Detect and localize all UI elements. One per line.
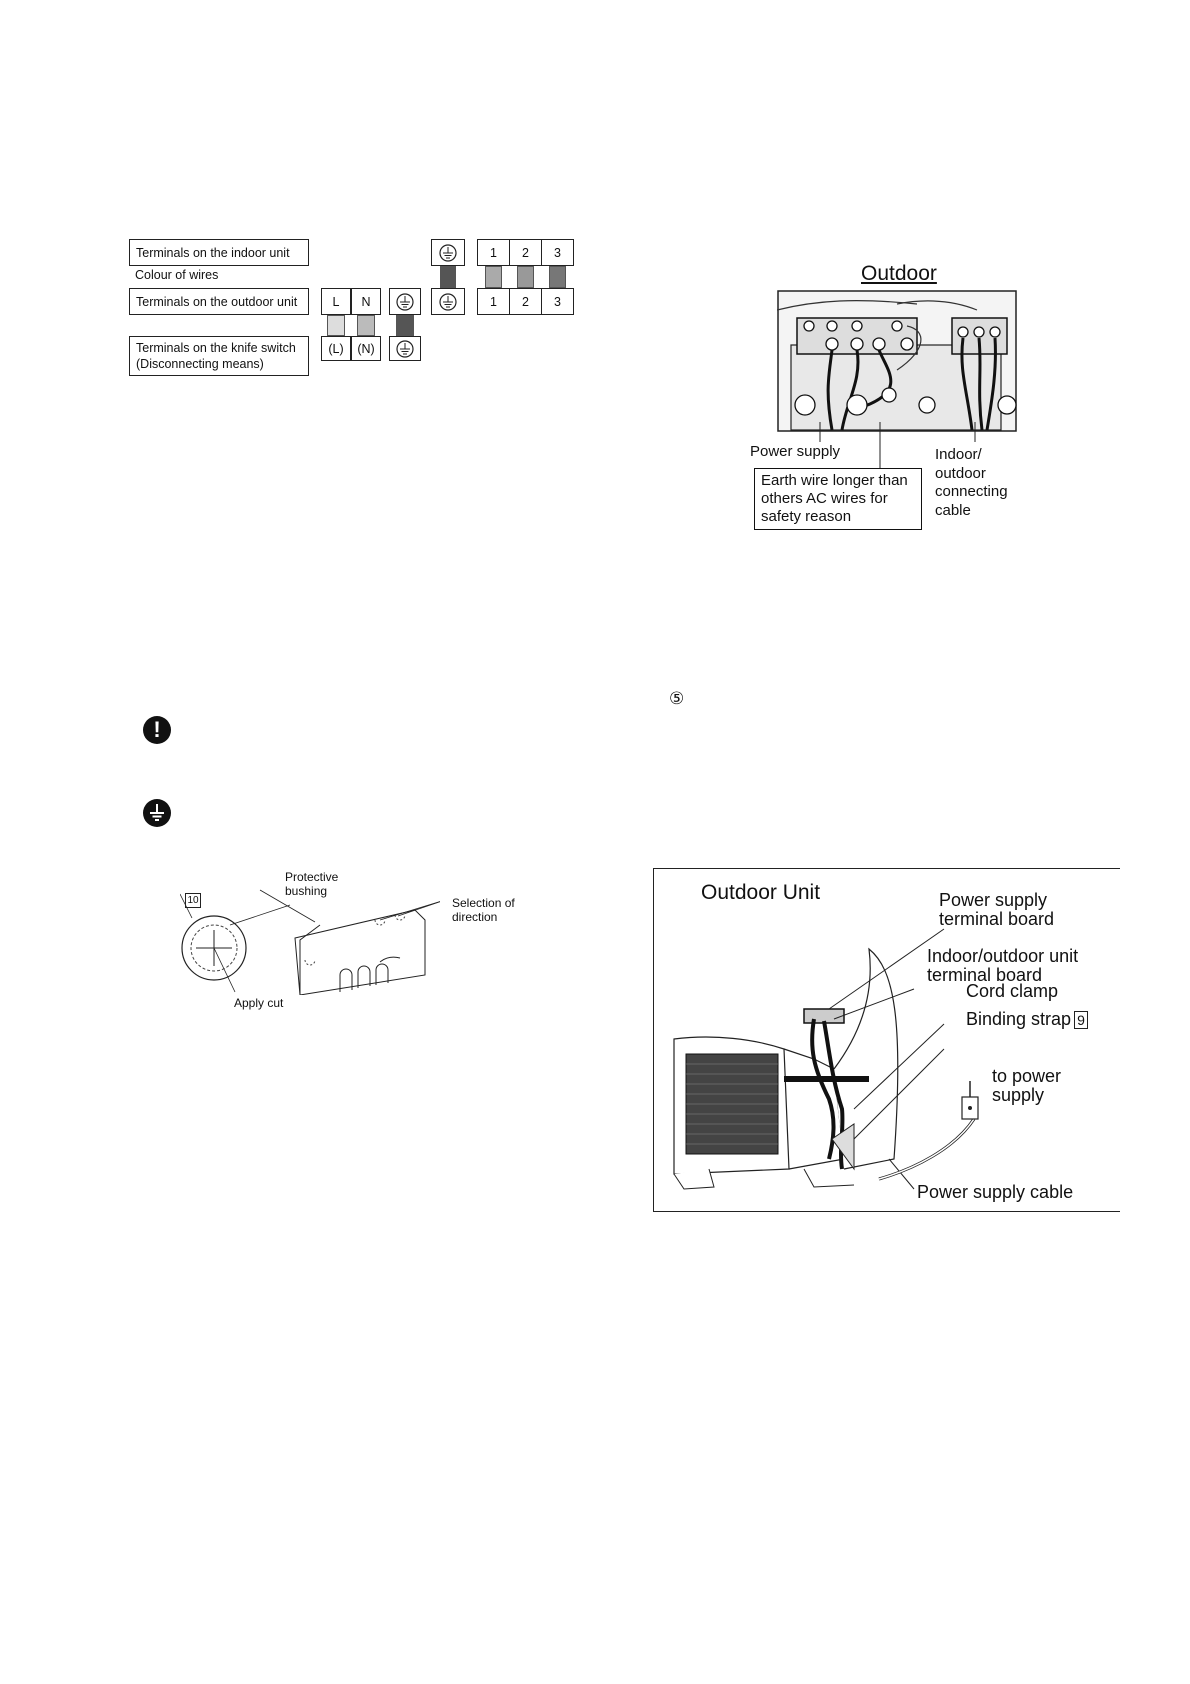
io-board-line1: Indoor/outdoor unit [927,946,1079,966]
outdoor-terminal-illustration [777,290,1017,440]
cable-line4: cable [935,501,971,519]
knife-switch-label-line2: (Disconnecting means) [136,357,264,371]
part-number-box: 10 [185,893,201,908]
knife-switch-label-line1: Terminals on the knife switch [136,341,296,355]
selection-line2: direction [452,910,498,924]
step-marker: ⑤ [669,689,685,708]
indoor-terminal-2: 2 [509,239,542,266]
bushing-illustration [180,880,440,995]
knife-terminal-N: (N) [351,336,381,361]
ground-icon [396,293,414,311]
power-supply-cable-label: Power supply cable [917,1182,1074,1202]
io-terminal-board-label [927,947,1078,985]
earth-note-line1: Earth wire longer than [761,472,908,489]
earth-note-line3: safety reason [761,508,852,525]
wire-N [357,315,375,336]
ground-icon [396,340,414,358]
wire-ground-power [396,315,414,336]
binding-strap-label [966,1009,1088,1030]
outdoor-unit-title: Outdoor Unit [701,881,821,904]
outdoor-ground-terminal-power [389,288,421,315]
outdoor-terminal-2: 2 [509,288,542,315]
caution-icon: ! [143,716,171,744]
selection-direction-label [452,896,515,924]
wire-ground-indoor [440,266,456,288]
selection-line1: Selection of [452,896,515,910]
wire-L [327,315,345,336]
earth-note-line2: others AC wires for [761,490,888,507]
indoor-ground-terminal [431,239,465,266]
power-supply-terminal-board-label [939,891,1054,929]
protective-line2: bushing [285,884,328,898]
ground-icon [439,293,457,311]
io-board-line2: terminal board [927,965,1043,985]
knife-ground-terminal [389,336,421,361]
indoor-terminal-1: 1 [477,239,510,266]
to-power-line2: supply [992,1085,1045,1105]
to-power-supply-label [992,1067,1061,1105]
earth-wire-note [754,468,922,530]
wire-1 [485,266,502,288]
cord-clamp-label: Cord clamp [966,981,1059,1001]
outdoor-diagram-title: Outdoor [861,262,937,285]
connecting-cable-label [935,446,1008,520]
knife-terminal-L: (L) [321,336,351,361]
indoor-terminal-3: 3 [541,239,574,266]
strap-number-box: 9 [1074,1011,1088,1029]
apply-cut-label: Apply cut [234,996,284,1010]
cable-line1: Indoor/ [935,446,982,463]
to-power-line1: to power [992,1066,1062,1086]
outdoor-terminal-1: 1 [477,288,510,315]
power-board-line1: Power supply [939,890,1048,910]
earth-ground-icon [143,799,171,827]
colour-of-wires-label: Colour of wires [135,268,219,282]
wire-2 [517,266,534,288]
power-board-line2: terminal board [939,909,1055,929]
wire-3 [549,266,566,288]
knife-switch-label [129,336,309,376]
outdoor-terminal-3: 3 [541,288,574,315]
power-supply-label: Power supply [750,443,841,460]
outdoor-ground-terminal [431,288,465,315]
protective-line1: Protective [285,870,339,884]
cable-line2: outdoor [935,464,986,482]
outdoor-terminal-L: L [321,288,351,315]
binding-strap-text: Binding strap [966,1009,1072,1029]
outdoor-terminals-label: Terminals on the outdoor unit [129,288,309,315]
outdoor-unit-diagram [653,868,1120,1212]
indoor-terminals-label: Terminals on the indoor unit [129,239,309,266]
cable-line3: connecting [935,483,1008,500]
ground-icon [439,244,457,262]
outdoor-terminal-N: N [351,288,381,315]
